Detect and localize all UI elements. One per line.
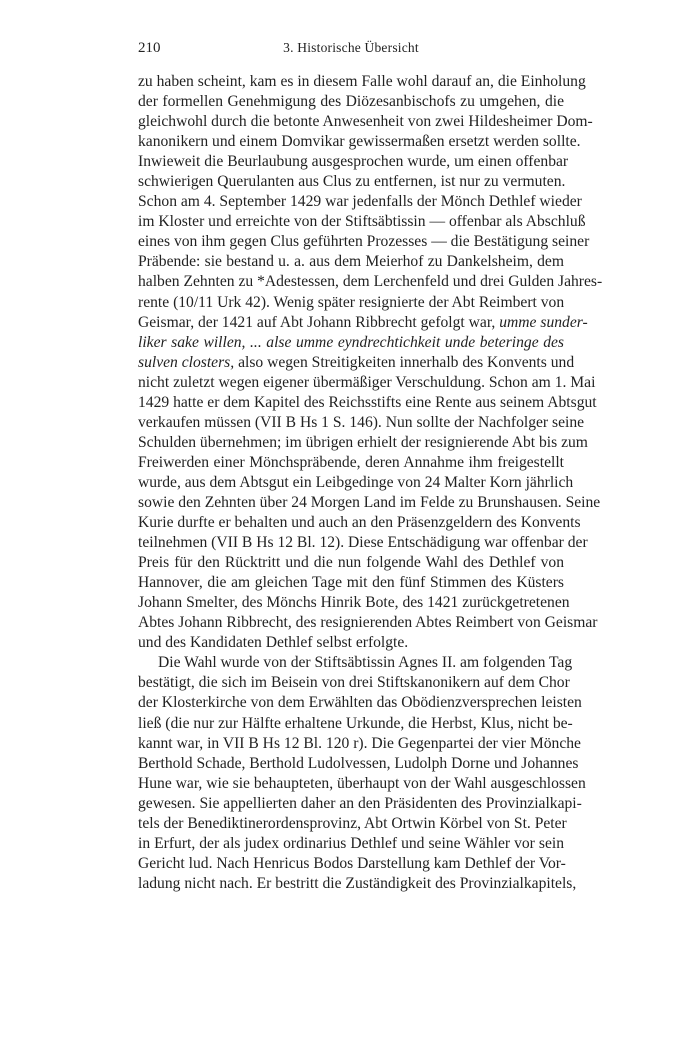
text-line: [138, 473, 574, 493]
text-line: [138, 212, 586, 232]
text-line: [138, 413, 585, 433]
italic-quote: sulven closters,: [138, 353, 235, 371]
text-line: [138, 613, 598, 633]
text-run: wurde, aus dem Abtsgut ein Leibgedinge von 24 Malter Korn jährlich: [138, 473, 574, 491]
text-run: Hannover, die am gleichen Tage mit den fünf Stimmen des Küsters: [138, 574, 564, 592]
text-line: [138, 593, 570, 613]
text-line: [138, 814, 567, 834]
text-line: [138, 393, 597, 413]
text-run: Freiwerden einer Mönchspräbende, deren Annahme ihm freigestellt: [138, 453, 564, 471]
text-line: [138, 734, 581, 754]
page-number: 210: [138, 40, 161, 56]
text-line: [138, 353, 575, 373]
text-line: [138, 653, 573, 673]
text-run: Hune war, wie sie behaupteten, überhaupt von der Wahl ausgeschlossen: [138, 774, 586, 792]
text-run: Schulden übernehmen; im übrigen erhielt der resignierende Abt bis zum: [138, 433, 588, 451]
text-run: Abtes Johann Ribbrecht, des resignierenden Abtes Reimbert von Geismar: [138, 614, 598, 632]
italic-quote: liker sake willen, ... alse umme eyndrechtichkeit unde beteringe des: [138, 333, 564, 351]
text-run: tels der Benediktinerordensprovinz, Abt Ortwin Körbel von St. Peter: [138, 814, 567, 832]
body-text: [138, 72, 603, 894]
text-run: und des Kandidaten Dethlef selbst erfolgte.: [138, 634, 409, 652]
text-line: [138, 272, 603, 292]
text-line: [138, 874, 577, 894]
text-run: rente (10/11 Urk 42). Wenig später resignierte der Abt Reimbert von: [138, 293, 565, 311]
text-line: [138, 313, 588, 333]
text-line: [138, 553, 564, 573]
text-line: [138, 172, 564, 192]
text-run: ließ (die nur zur Hälfte erhaltene Urkunde, die Herbst, Klus, nicht be-: [138, 714, 573, 732]
text-run: Kurie durfte er behalten und auch an den Präsenzgeldern des Konvents: [138, 514, 581, 532]
text-run: im Kloster und erreichte von der Stiftsäbtissin — offenbar als Abschluß: [138, 213, 586, 231]
italic-quote: umme sunder-: [499, 313, 588, 331]
text-run: teilnehmen (VII B Hs 12 Bl. 12). Diese Entschädigung war offenbar der: [138, 534, 588, 552]
text-line: [138, 433, 588, 453]
text-line: [138, 232, 590, 252]
text-run: gleichwohl durch die betonte Anwesenheit von zwei Hildesheimer Dom-: [138, 113, 593, 131]
text-run: zu haben scheint, kam es in diesem Falle wohl darauf an, die Einholung: [138, 73, 586, 90]
text-line: [138, 453, 564, 473]
text-line: [138, 573, 564, 593]
running-head: [138, 40, 564, 60]
text-run: kannt war, in VII B Hs 12 Bl. 120 r). Die Gegenpartei der vier Mönche: [138, 734, 581, 752]
text-line: [138, 834, 564, 854]
paragraph: [138, 653, 586, 894]
paragraph: [138, 72, 603, 653]
text-run: eines von ihm gegen Clus geführten Prozesses — die Bestätigung seiner: [138, 233, 590, 251]
text-run: der formellen Genehmigung des Diözesanbischofs zu umgehen, die: [138, 93, 564, 111]
text-run: kanonikern und einem Domvikar gewissermaßen ersetzt werden sollte.: [138, 133, 581, 151]
text-line: [138, 293, 564, 313]
text-run: Preis für den Rücktritt und die nun folgende Wahl des Dethlef von: [138, 554, 564, 572]
text-run: verkaufen müssen (VII B Hs 1 S. 146). Nun sollte der Nachfolger seine: [138, 413, 585, 431]
text-run: der Klosterkirche von dem Erwählten das Obödienzversprechen leisten: [138, 694, 582, 712]
text-line: [138, 493, 601, 513]
text-run: Präbende: sie bestand u. a. aus dem Meierhof zu Dankelsheim, dem: [138, 253, 564, 271]
text-line: [138, 72, 586, 92]
text-line: [138, 333, 564, 353]
text-line: [138, 192, 582, 212]
text-run: Geismar, der 1421 auf Abt Johann Ribbrecht gefolgt war,: [138, 313, 496, 331]
text-run: Die Wahl wurde von der Stiftsäbtissin Agnes II. am folgenden Tag: [158, 654, 573, 672]
text-run: Berthold Schade, Berthold Ludolvessen, Ludolph Dorne und Johannes: [138, 754, 579, 772]
text-line: [138, 854, 564, 874]
text-run: 1429 hatte er dem Kapitel des Reichsstifts eine Rente aus seinem Abtsgut: [138, 393, 597, 411]
text-run: Gericht lud. Nach Henricus Bodos Darstellung kam Dethlef der Vor-: [138, 854, 566, 872]
text-run: schwierigen Querulanten aus Clus zu entfernen, ist nur zu vermuten.: [138, 173, 566, 191]
text-run: in Erfurt, der als judex ordinarius Dethlef und seine Wähler vor sein: [138, 834, 564, 852]
text-line: [138, 132, 581, 152]
text-run: bestätigt, die sich im Beisein von drei Stiftskanonikern auf dem Chor: [138, 674, 570, 692]
text-line: [138, 794, 582, 814]
text-run: nicht zuletzt wegen eigener übermäßiger Verschuldung. Schon am 1. Mai: [138, 373, 596, 391]
text-run: sowie den Zehnten über 24 Morgen Land im Felde zu Brunshausen. Seine: [138, 493, 601, 511]
text-run: halben Zehnten zu *Adestessen, dem Lerchenfeld und drei Gulden Jahres-: [138, 273, 603, 291]
text-line: [138, 92, 564, 112]
text-run: Inwieweit die Beurlaubung ausgesprochen wurde, um einen offenbar: [138, 153, 569, 171]
text-line: [138, 373, 596, 393]
text-line: [138, 673, 570, 693]
text-line: [138, 633, 564, 653]
text-run: Schon am 4. September 1429 war jedenfalls der Mönch Dethlef wieder: [138, 193, 582, 211]
text-line: [138, 774, 586, 794]
text-run: gewesen. Sie appellierten daher an den Präsidenten des Provinzialkapi-: [138, 794, 582, 812]
text-run: also wegen Streitigkeiten innerhalb des Konvents und: [238, 353, 575, 371]
text-line: [138, 252, 564, 272]
chapter-title: 3. Historische Übersicht: [283, 40, 419, 55]
text-line: [138, 714, 573, 734]
text-run: ladung nicht nach. Er bestritt die Zuständigkeit des Provinzialkapitels,: [138, 874, 577, 892]
text-line: [138, 533, 588, 553]
text-line: [138, 754, 579, 774]
text-line: [138, 152, 569, 172]
text-line: [138, 513, 581, 533]
text-run: Johann Smelter, des Mönchs Hinrik Bote, des 1421 zurückgetretenen: [138, 594, 570, 612]
text-line: [138, 693, 582, 713]
text-line: [138, 112, 593, 132]
